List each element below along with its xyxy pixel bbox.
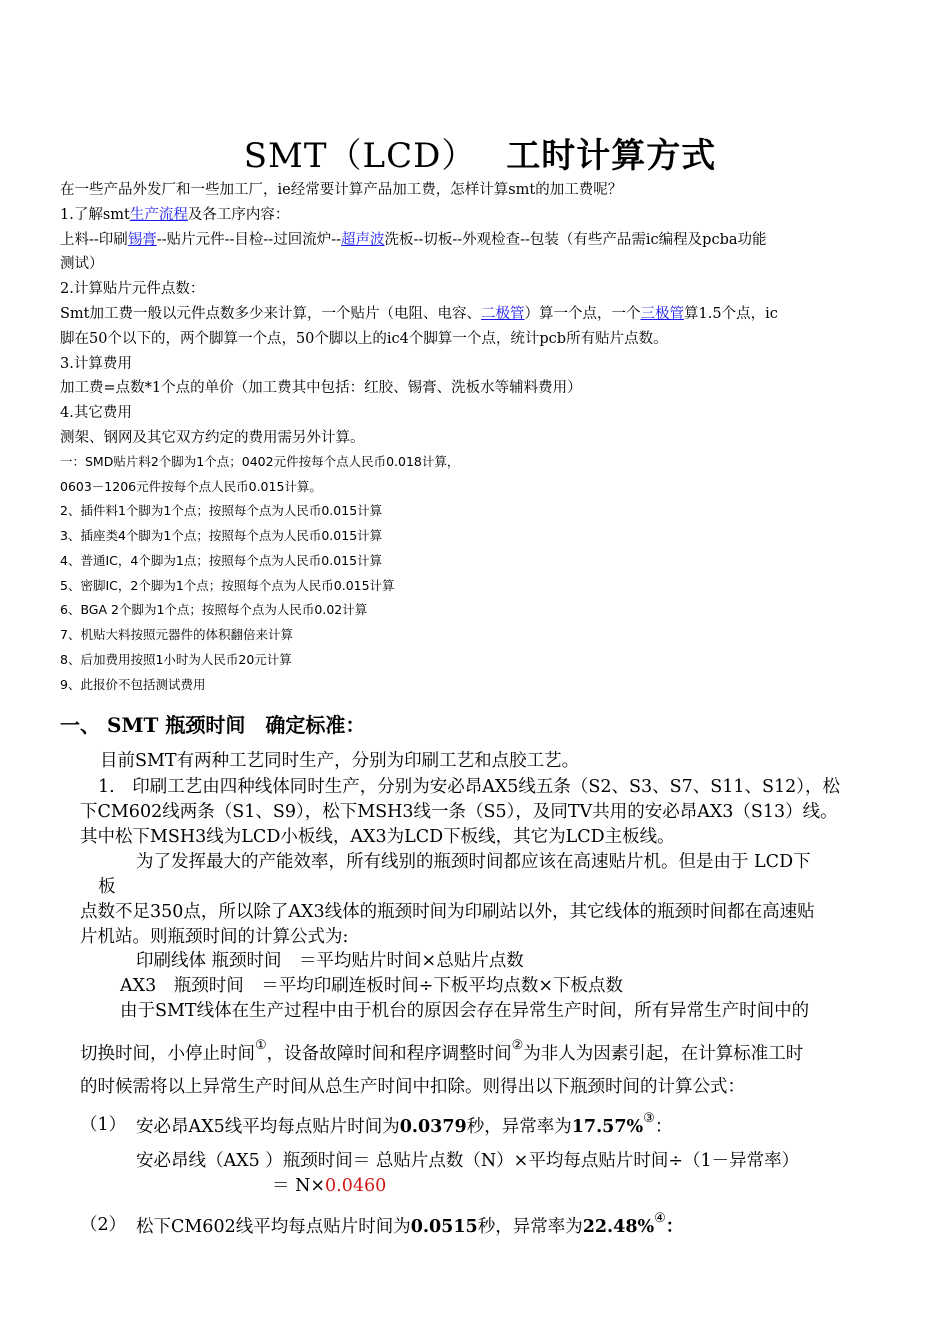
flow-b: --贴片元件--目检--过回流炉-- (156, 232, 342, 248)
section-1-pre: 1.了解smt (60, 207, 130, 223)
flow-c: 洗板--切板--外观检查--包装（有些产品需ic编程及pcba功能 (384, 232, 767, 248)
rule-item: 8、后加费用按照1小时为人民币20元计算 (60, 652, 292, 667)
text-span: 秒，异常率为 (466, 1117, 572, 1137)
section-1-post: 及各工序内容： (187, 207, 290, 223)
footnote-marker: ③ (643, 1111, 655, 1126)
body-paragraph: 片机站。则瓶颈时间的计算公式为: (80, 927, 349, 947)
value-bold: 22.48% (582, 1217, 655, 1237)
flow-line-1 (60, 228, 767, 249)
smt-c: 算1.5个点，ic (684, 306, 778, 322)
rule-item: 0603－1206元件按每个点人民币0.015计算。 (60, 479, 322, 494)
formula-line: 印刷线体 瓶颈时间 ＝平均贴片时间×总贴片点数 (136, 951, 524, 971)
smt-b: ）算一个点，一个 (524, 306, 641, 322)
flow-line-2: 测试） (60, 256, 104, 272)
rule-item: 9、此报价不包括测试费用 (60, 677, 206, 692)
body-paragraph: 板 (98, 877, 116, 897)
formula-line: 安必昂线（AX5 ）瓶颈时间＝ 总贴片点数（N）×平均每点贴片时间÷（1－异常率） (136, 1151, 800, 1171)
page-title (0, 128, 950, 177)
text-span: 松下CM602线平均每点贴片时间为 (136, 1217, 411, 1237)
value-bold: 0.0515 (410, 1217, 478, 1237)
rule-item: 5、密脚IC，2个脚为1个点；按照每个点为人民币0.015计算 (60, 578, 395, 593)
link-diode[interactable]: 二极管 (481, 306, 525, 322)
text-span: ： (665, 1217, 684, 1237)
rule-item: 3、插座类4个脚为1个点；按照每个点为人民币0.015计算 (60, 528, 383, 543)
body-paragraph (80, 1038, 803, 1065)
rule-item: 4、普通IC，4个脚为1点；按照每个点为人民币0.015计算 (60, 553, 383, 568)
section-heading-bottleneck: 一、 SMT 瓶颈时间 确定标准： (60, 713, 366, 737)
rule-item: 一：SMD贴片料2个脚为1个点；0402元件按每个点人民币0.018计算， (60, 454, 460, 469)
text-span: 安必昂AX5线平均每点贴片时间为 (136, 1117, 400, 1137)
list-number: （2） (80, 1215, 127, 1235)
formula-result (272, 1172, 386, 1197)
fee-text: 加工费=点数*1个点的单价（加工费其中包括：红胶、锡膏、洗板水等辅料费用） (60, 380, 582, 396)
title-main: SMT（LCD） (243, 136, 460, 176)
smt-a: Smt加工费一般以元件点数多少来计算，一个贴片（电阻、电容、 (60, 306, 482, 322)
text-span: ： (654, 1117, 673, 1137)
link-production-flow[interactable]: 生产流程 (129, 207, 188, 223)
text-span: ＝ N× (272, 1176, 326, 1196)
list-item-2-text (136, 1211, 683, 1238)
list-item-1-text (136, 1111, 672, 1138)
rule-item: 2、插件料1个脚为1个点；按照每个点为人民币0.015计算 (60, 503, 383, 518)
text-span: ，设备故障时间和程序调整时间 (266, 1044, 512, 1064)
body-paragraph: 的时候需将以上异常生产时间从总生产时间中扣除。则得出以下瓶颈时间的计算公式： (80, 1077, 745, 1097)
text-span: 为非人为因素引起，在计算标准工时 (523, 1044, 804, 1064)
section-3-heading: 3.计算费用 (60, 356, 132, 372)
section-4-heading: 4.其它费用 (60, 405, 132, 421)
rule-item: 6、BGA 2个脚为1个点；按照每个点为人民币0.02计算 (60, 602, 368, 617)
title-bold: 工时计算方式 (506, 136, 717, 176)
other-fee-text: 测架、钢网及其它双方约定的费用需另外计算。 (60, 430, 365, 446)
body-paragraph: 下CM602线两条（S1、S9），松下MSH3线一条（S5），及同TV共用的安必昂AX3（S13）线。 (80, 802, 838, 822)
text-span: 秒，异常率为 (477, 1217, 583, 1237)
list-item-1 (80, 1111, 126, 1136)
value-bold: 0.0379 (399, 1117, 467, 1137)
body-paragraph: 由于SMT线体在生产过程中由于机台的原因会存在异常生产时间，所有异常生产时间中的 (120, 1001, 810, 1021)
section-1-heading (60, 203, 289, 224)
footnote-marker: ② (511, 1038, 524, 1053)
body-paragraph: 目前SMT有两种工艺同时生产，分别为印刷工艺和点胶工艺。 (100, 751, 580, 771)
body-paragraph: 为了发挥最大的产能效率，所有线别的瓶颈时间都应该在高速贴片机。但是由于 LCD下 (136, 852, 811, 872)
link-transistor[interactable]: 三极管 (640, 306, 685, 322)
list-number: （1） (80, 1115, 127, 1135)
section-2-heading: 2.计算贴片元件点数： (60, 281, 205, 297)
smt-line-2: 脚在50个以下的，两个脚算一个点，50个脚以上的ic4个脚算一个点，统计pcb所有贴片点数。 (60, 331, 668, 347)
list-item-2 (80, 1211, 126, 1236)
body-paragraph: 1. 印刷工艺由四种线体同时生产，分别为安必昂AX5线五条（S2、S3、S7、S11、S12），松 (98, 777, 841, 797)
result-value: 0.0460 (325, 1176, 387, 1196)
link-solder-paste[interactable]: 锡膏 (127, 232, 157, 248)
footnote-marker: ① (255, 1038, 267, 1053)
link-ultrasonic[interactable]: 超声波 (341, 232, 385, 248)
intro-text: 在一些产品外发厂和一些加工厂，ie经常要计算产品加工费，怎样计算smt的加工费呢？ (60, 182, 623, 198)
body-paragraph: 点数不足350点，所以除了AX3线体的瓶颈时间为印刷站以外，其它线体的瓶颈时间都在高速贴 (80, 902, 815, 922)
body-paragraph: 其中松下MSH3线为LCD小板线，AX3为LCD下板线，其它为LCD主板线。 (80, 827, 675, 847)
footnote-marker: ④ (654, 1211, 666, 1226)
flow-a: 上料--印刷 (60, 232, 128, 248)
text-span: 切换时间，小停止时间 (80, 1044, 255, 1064)
rule-item: 7、机贴大料按照元器件的体积翻倍来计算 (60, 627, 293, 642)
value-bold: 17.57% (571, 1117, 644, 1137)
formula-line: AX3 瓶颈时间 ＝平均印刷连板时间÷下板平均点数×下板点数 (120, 976, 624, 996)
smt-line-1 (60, 302, 778, 323)
